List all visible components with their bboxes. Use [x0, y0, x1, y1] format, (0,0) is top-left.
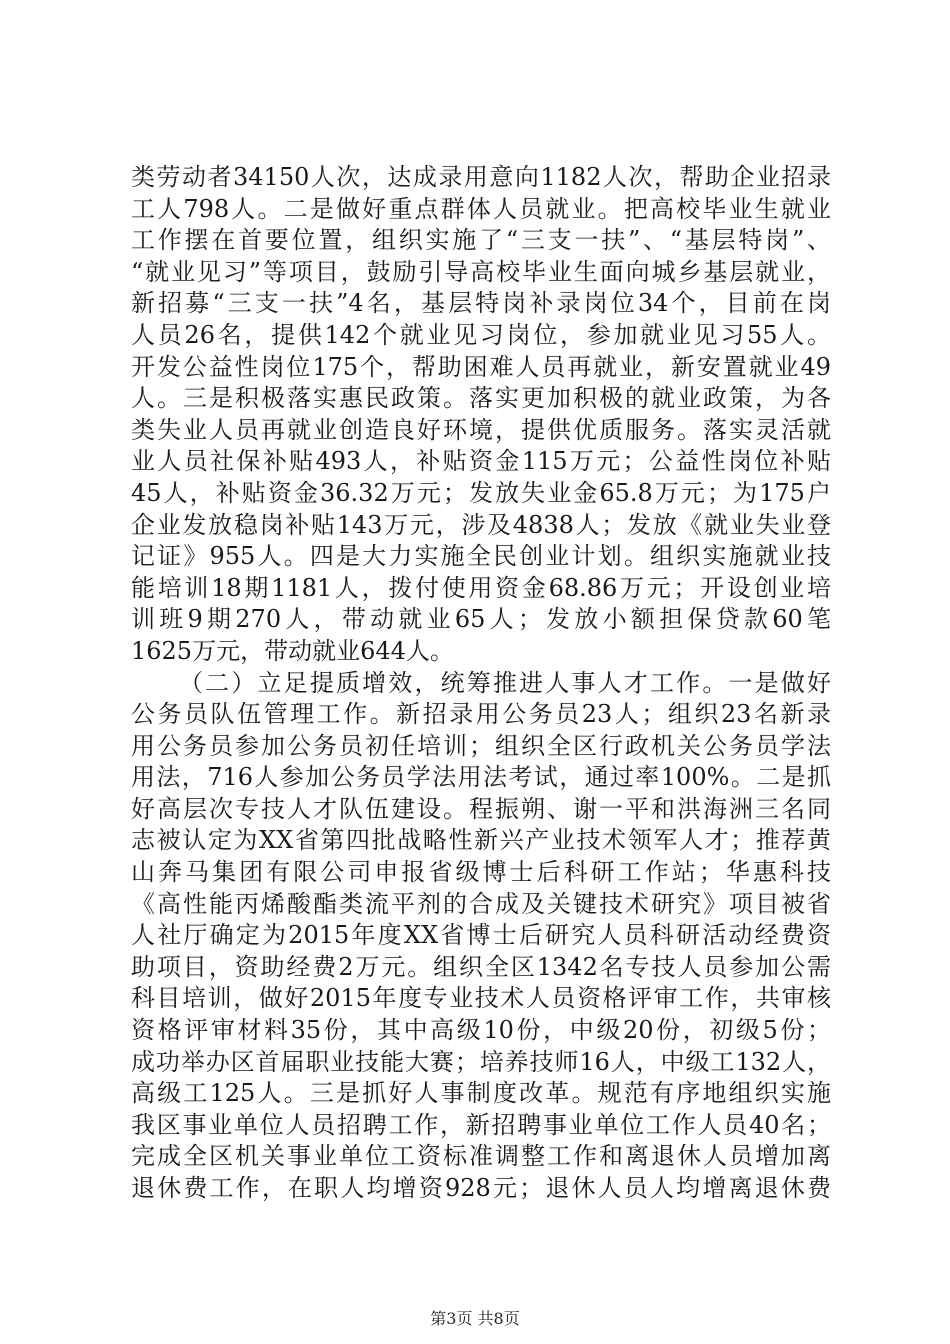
text-line: 企业发放稳岗补贴143万元，涉及4838人；发放《就业失业登 — [131, 510, 831, 539]
document-body — [131, 162, 831, 1205]
text-line: 开发公益性岗位175个，帮助困难人员再就业，新安置就业49 — [131, 352, 831, 381]
text-line: 我区事业单位人员招聘工作，新招聘事业单位工作人员40名； — [131, 1110, 831, 1139]
text-line: “就业见习”等项目，鼓励引导高校毕业生面向城乡基层就业， — [131, 257, 831, 286]
text-line: 业人员社保补贴493人，补贴资金115万元；公益性岗位补贴 — [131, 447, 831, 476]
text-line: 类失业人员再就业创造良好环境，提供优质服务。落实灵活就 — [131, 415, 831, 444]
text-line: 志被认定为XX省第四批战略性新兴产业技术领军人才；推荐黄 — [131, 826, 831, 855]
section-heading-line: （二）立足提质增效，统筹推进人事人才工作。一是做好 — [179, 668, 831, 697]
text-line: 人员26名，提供142个就业见习岗位，参加就业见习55人。 — [131, 320, 831, 349]
text-line: 1625万元，带动就业644人。 — [131, 636, 454, 665]
text-line: 完成全区机关事业单位工资标准调整工作和离退休人员增加离 — [131, 1142, 831, 1171]
text-line: 好高层次专技人才队伍建设。程振朔、谢一平和洪海洲三名同 — [131, 794, 831, 823]
text-line: 能培训18期1181人，拨付使用资金68.86万元；开设创业培 — [131, 573, 831, 602]
text-line: 资格评审材料35份，其中高级10份，中级20份，初级5份； — [131, 1016, 831, 1045]
text-line: 训班9期270人，带动就业65人；发放小额担保贷款60笔 — [131, 605, 831, 634]
text-line: 工人798人。二是做好重点群体人员就业。把高校毕业生就业 — [131, 194, 831, 223]
text-line: 成功举办区首届职业技能大赛；培养技师16人，中级工132人， — [131, 1047, 831, 1076]
text-line: 退休费工作，在职人均增资928元；退休人员人均增离退休费 — [131, 1174, 831, 1202]
text-line: 《高性能丙烯酸酯类流平剂的合成及关键技术研究》项目被省 — [131, 889, 831, 918]
text-line: 人。三是积极落实惠民政策。落实更加积极的就业政策，为各 — [131, 384, 831, 413]
text-line: 公务员队伍管理工作。新招录用公务员23人；组织23名新录 — [131, 700, 831, 729]
text-line: 助项目，资助经费2万元。组织全区1342名专技人员参加公需 — [131, 952, 831, 981]
text-line: 工作摆在首要位置，组织实施了“三支一扶”、“基层特岗”、 — [131, 226, 831, 255]
text-line: 科目培训，做好2015年度专业技术人员资格评审工作，共审核 — [131, 984, 831, 1013]
text-line: 新招募“三支一扶”4名，基层特岗补录岗位34个，目前在岗 — [131, 289, 831, 318]
text-line: 45人，补贴资金36.32万元；发放失业金65.8万元；为175户 — [131, 478, 831, 507]
text-line: 用公务员参加公务员初任培训；组织全区行政机关公务员学法 — [131, 731, 831, 760]
text-line: 山奔马集团有限公司申报省级博士后科研工作站；华惠科技 — [131, 858, 831, 887]
text-line: 用法，716人参加公务员学法用法考试，通过率100%。二是抓 — [131, 763, 831, 792]
text-line: 类劳动者34150人次，达成录用意向1182人次，帮助企业招录 — [131, 163, 831, 191]
text-line: 记证》955人。四是大力实施全民创业计划。组织实施就业技 — [131, 542, 831, 571]
page-number-footer: 第3页 共8页 — [430, 1309, 520, 1328]
text-line: 人社厅确定为2015年度XX省博士后研究人员科研活动经费资 — [131, 921, 831, 950]
text-line: 高级工125人。三是抓好人事制度改革。规范有序地组织实施 — [131, 1079, 831, 1108]
